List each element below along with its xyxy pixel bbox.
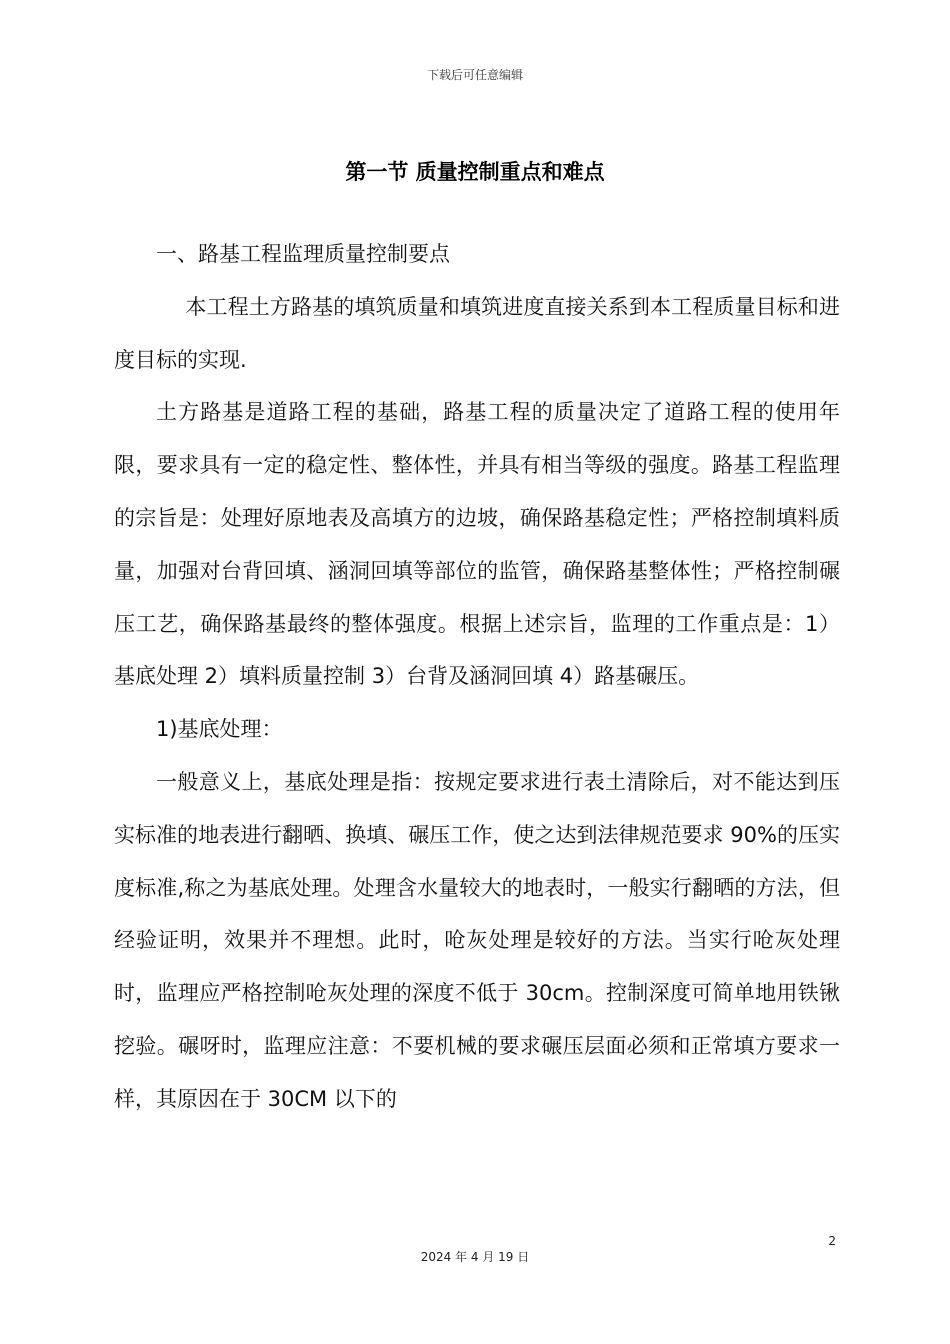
- paragraph: 一般意义上，基底处理是指：按规定要求进行表土清除后，对不能达到压实标准的地表进行翻晒、换填、碾压工作，使之达到法律规范要求 90%的压实度标准,称之为基底处理。处理含水量较大的地表时，一般实行翻晒的方法，但经验证明，效果并不理想。此时，呛灰处理是较好的方法。当实行呛灰处理时，监理应严格控制呛灰处理的深度不低于 30cm。控制深度可简单地用铁锹挖验。碾呀时，监理应注意：不要机械的要求碾压层面必须和正常填方要求一样，其原因在于 30CM 以下的: [114, 769, 840, 1111]
- section-title: 第一节 质量控制重点和难点: [345, 160, 605, 184]
- paragraph: 土方路基是道路工程的基础，路基工程的质量决定了道路工程的使用年限，要求具有一定的稳定性、整体性，并具有相当等级的强度。路基工程监理的宗旨是：处理好原地表及高填方的边坡，确保路基稳定性；严格控制填料质量，加强对台背回填、涵洞回填等部位的监管，确保路基整体性；严格控制碾压工艺，确保路基最终的整体强度。根据上述宗旨，监理的工作重点是：1）基底处理 2）填料质量控制 3）台背及涵洞回填 4）路基碾压。: [114, 400, 840, 689]
- subheading: 1)基底处理：: [156, 717, 283, 742]
- document-body: [114, 228, 840, 1126]
- page-number: 2: [828, 1234, 836, 1248]
- page-header: 下载后可任意编辑: [426, 68, 523, 82]
- footer-date: 2024 年 4 月 19 日: [420, 1250, 530, 1264]
- section-heading: 一、路基工程监理质量控制要点: [156, 242, 450, 266]
- paragraph: 本工程土方路基的填筑质量和填筑进度直接关系到本工程质量目标和进度目标的实现.: [114, 294, 840, 372]
